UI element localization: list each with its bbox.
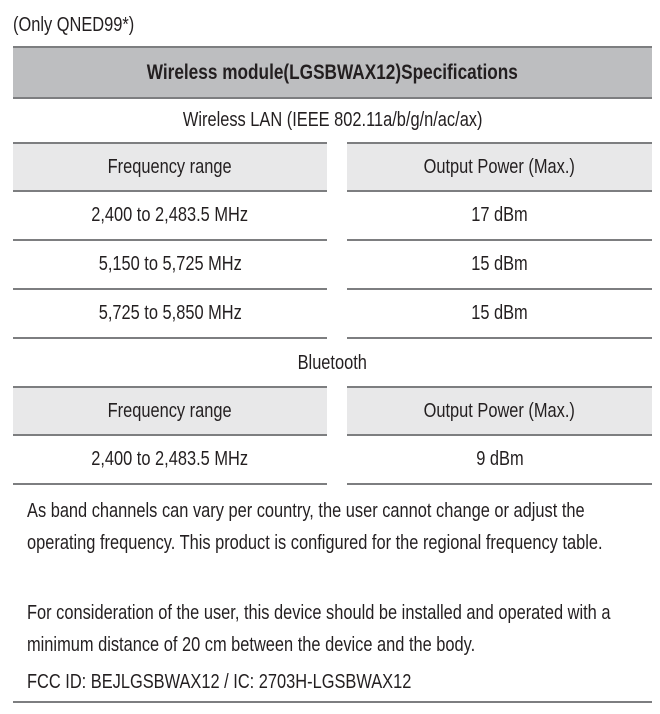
wlan-row-3-power: 15 dBm	[347, 290, 652, 339]
bt-row-1-frequency: 2,400 to 2,483.5 MHz	[13, 436, 327, 485]
wlan-header-frequency: Frequency range	[13, 142, 327, 192]
fcc-id-text: FCC ID: BEJLGSBWAX12 / IC: 2703H-LGSBWAX12	[27, 671, 412, 693]
bluetooth-section-label: Bluetooth	[297, 351, 368, 374]
wlan-row-2-frequency: 5,150 to 5,725 MHz	[13, 241, 327, 290]
bt-header-power: Output Power (Max.)	[347, 386, 652, 436]
wlan-row-2-power: 15 dBm	[347, 241, 652, 290]
bt-row-1-power: 9 dBm	[347, 436, 652, 485]
bt-header-frequency: Frequency range	[13, 386, 327, 436]
wlan-row-1-frequency: 2,400 to 2,483.5 MHz	[13, 192, 327, 241]
spec-table-title: Wireless module(LGSBWAX12)Specifications	[13, 46, 652, 99]
wlan-header-power: Output Power (Max.)	[347, 142, 652, 192]
wlan-row-3-frequency: 5,725 to 5,850 MHz	[13, 290, 327, 339]
table-bottom-rule	[13, 701, 652, 703]
wlan-section-label: Wireless LAN (IEEE 802.11a/b/g/n/ac/ax)	[182, 108, 483, 131]
wlan-row-1-power: 17 dBm	[347, 192, 652, 241]
frequency-note-paragraph: As band channels can vary per country, the user cannot change or adjust the operating frequency. This product is configured for the regional frequency table.	[27, 500, 603, 554]
distance-note-paragraph: For consideration of the user, this device should be installed and operated with a minimum distance of 20 cm between the device and the body.	[27, 602, 611, 656]
model-note: (Only QNED99*)	[13, 14, 135, 36]
